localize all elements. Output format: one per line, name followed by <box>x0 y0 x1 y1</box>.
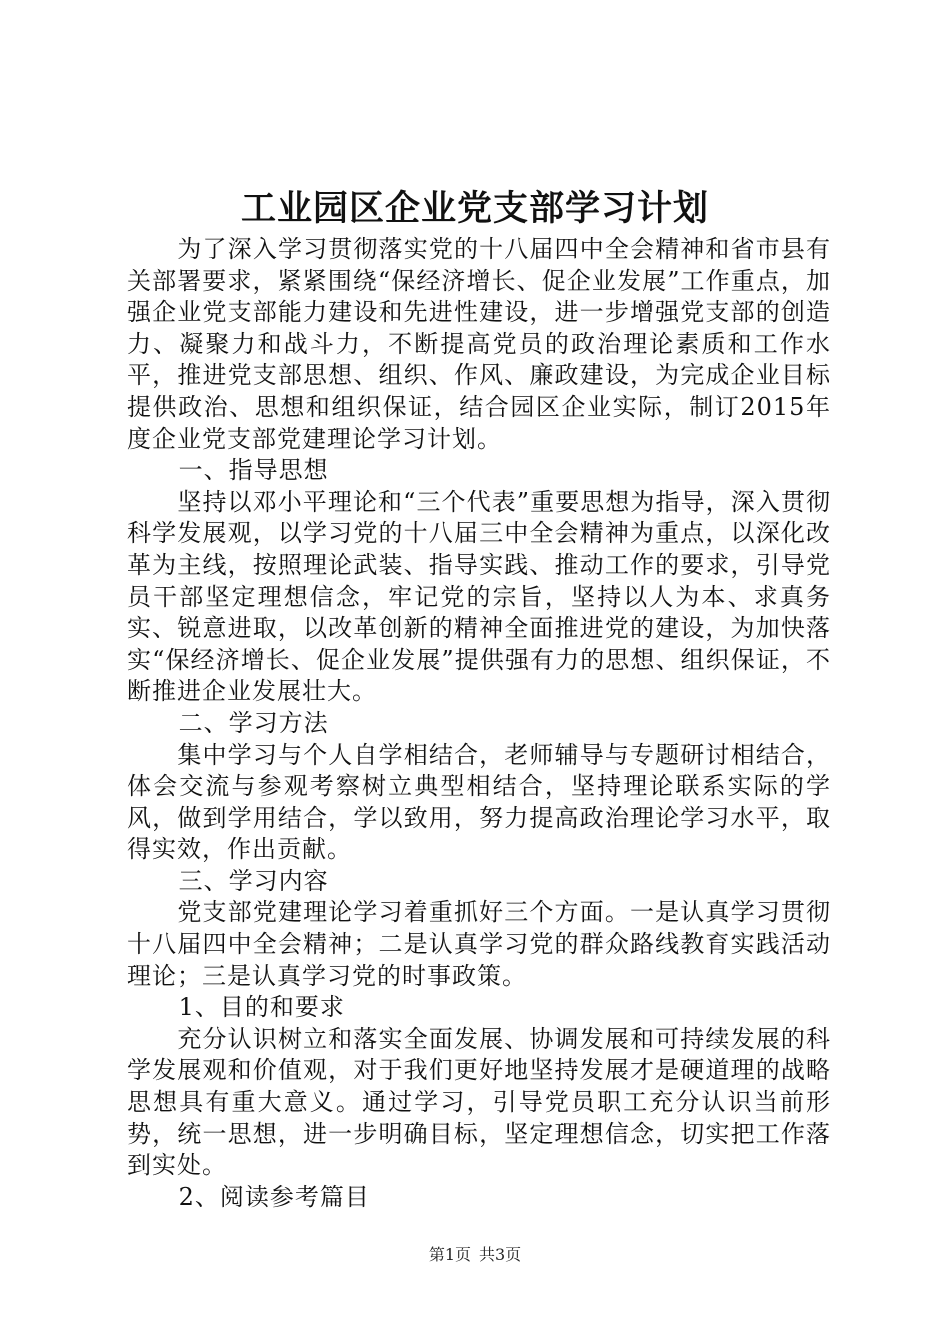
section-heading-guiding-ideology: 一、指导思想 <box>178 456 329 485</box>
study-content-paragraph: 党支部党建理论学习着重抓好三个方面。一是认真学习贯彻十八届四中全会精神；二是认真学习党的群众路线教育实践活动理论；三是认真学习党的时事政策。 <box>127 898 831 990</box>
document-body <box>127 234 831 1213</box>
subheading-reading-list: 2、阅读参考篇目 <box>178 1182 370 1211</box>
study-method-paragraph: 集中学习与个人自学相结合，老师辅导与专题研讨相结合，体会交流与参观考察树立典型相结合，坚持理论联系实际的学风，做到学用结合，学以致用，努力提高政治理论学习水平，取得实效，作出贡献。 <box>127 740 831 864</box>
section-heading-study-method: 二、学习方法 <box>178 708 329 737</box>
page-footer <box>0 1244 950 1266</box>
guiding-ideology-paragraph: 坚持以邓小平理论和“三个代表”重要思想为指导，深入贯彻科学发展观，以学习党的十八届三中全会精神为重点，以深化改革为主线，按照理论武装、指导实践、推动工作的要求，引导党员干部坚定理想信念，牢记党的宗旨，坚持以人为本、求真务实、锐意进取，以改革创新的精神全面推进党的建设，为加快落实“保经济增长、促企业发展”提供强有力的思想、组织保证，不断推进企业发展壮大。 <box>127 487 831 706</box>
document-title: 工业园区企业党支部学习计划 <box>240 188 709 229</box>
page-number: 第1页 <box>428 1245 471 1264</box>
page-total: 共3页 <box>479 1245 522 1264</box>
subheading-purpose-requirements: 1、目的和要求 <box>178 993 345 1022</box>
purpose-requirements-paragraph: 充分认识树立和落实全面发展、协调发展和可持续发展的科学发展观和价值观，对于我们更好地坚持发展才是硬道理的战略思想具有重大意义。通过学习，引导党员职工充分认识当前形势，统一思想，进一步明确目标，坚定理想信念，切实把工作落到实处。 <box>127 1024 831 1180</box>
intro-paragraph: 为了深入学习贯彻落实党的十八届四中全会精神和省市县有关部署要求，紧紧围绕“保经济增长、促企业发展”工作重点，加强企业党支部能力建设和先进性建设，进一步增强党支部的创造力、凝聚力和战斗力，不断提高党员的政治理论素质和工作水平，推进党支部思想、组织、作风、廉政建设，为完成企业目标提供政治、思想和组织保证，结合园区企业实际，制订2015年度企业党支部党建理论学习计划。 <box>127 235 831 453</box>
section-heading-study-content: 三、学习内容 <box>178 866 329 895</box>
